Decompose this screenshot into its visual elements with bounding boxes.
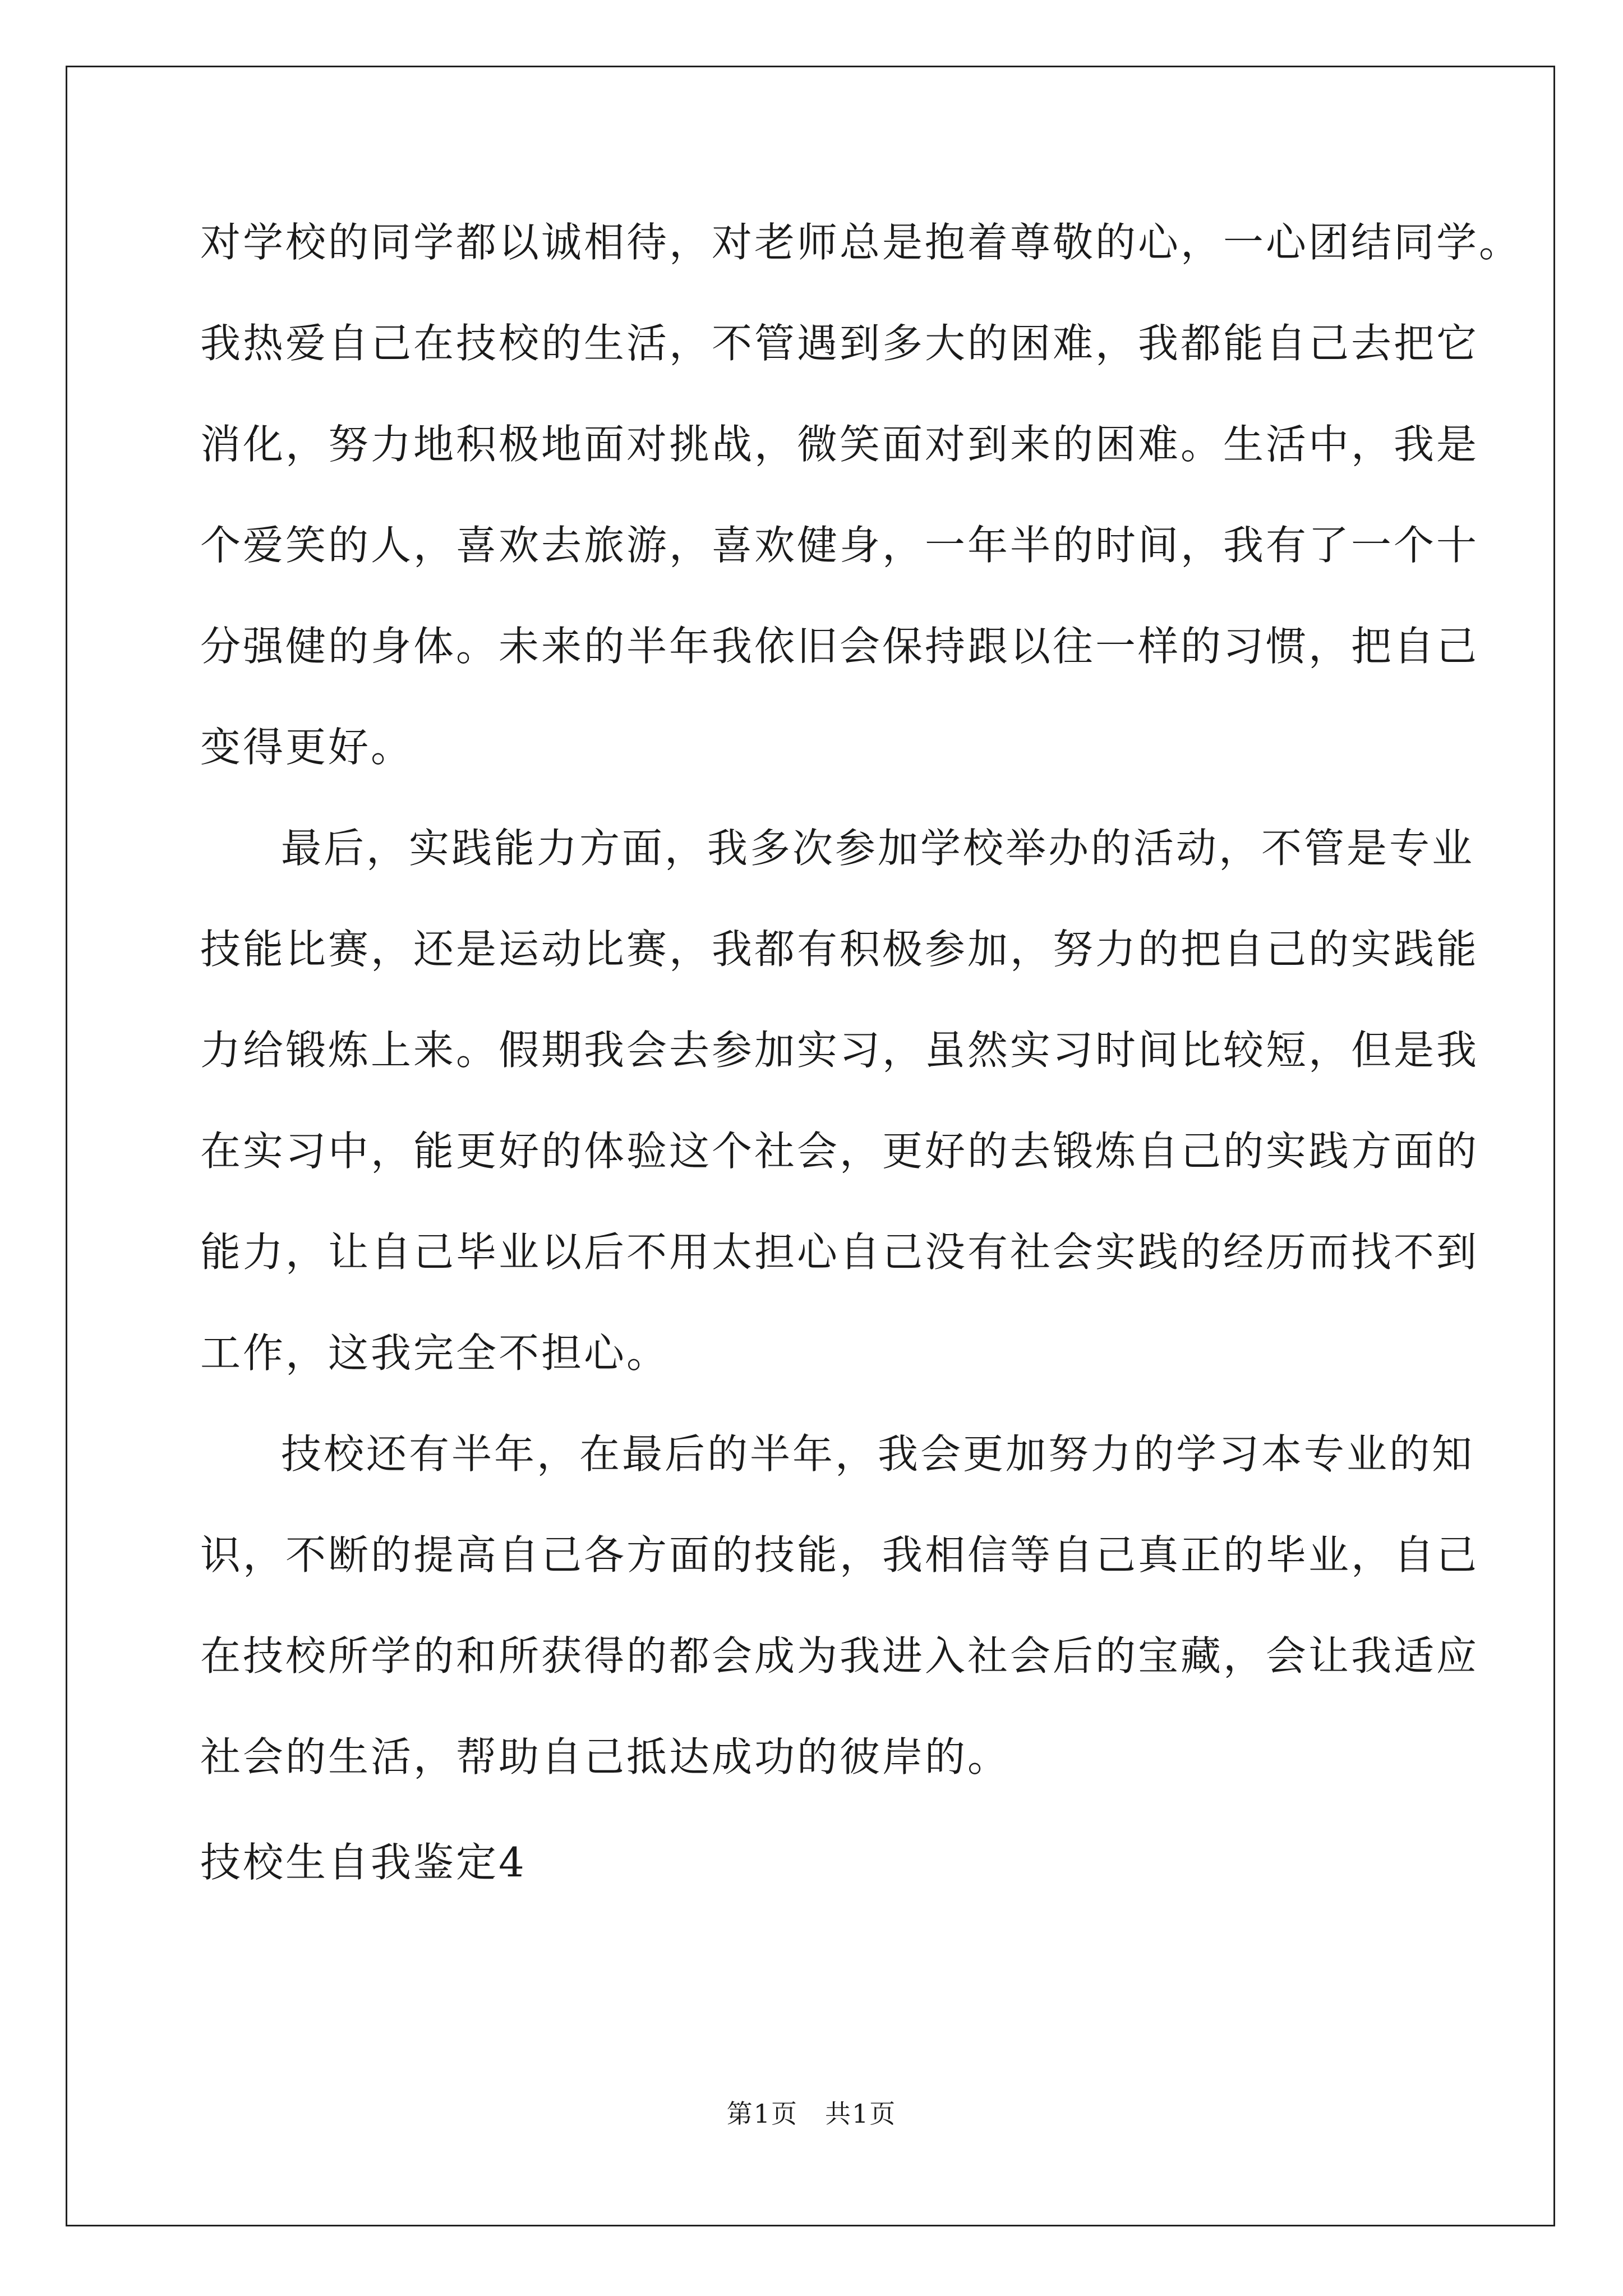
text-line: 我热爱自己在技校的生活，不管遇到多大的困难，我都能自己去把它: [200, 320, 1479, 367]
paragraph-3: [200, 1426, 1479, 1830]
text-line: 对学校的同学都以诚相待，对老师总是抱着尊敬的心，一心团结同学。: [200, 219, 1522, 266]
section-heading: 技校生自我鉴定4: [200, 1839, 527, 1886]
text-line: 工作，这我完全不担心。: [200, 1329, 670, 1377]
text-line: 最后，实践能力方面，我多次参加学校举办的活动，不管是专业: [281, 825, 1475, 872]
text-line: 能力，让自己毕业以后不用太担心自己没有社会实践的经历而找不到: [200, 1228, 1479, 1276]
text-line: 社会的生活，帮助自己抵达成功的彼岸的。: [200, 1733, 1011, 1780]
text-line: 技校还有半年，在最后的半年，我会更加努力的学习本专业的知: [281, 1430, 1475, 1478]
text-line: 技能比赛，还是运动比赛，我都有积极参加，努力的把自己的实践能: [200, 926, 1479, 973]
text-line: 力给锻炼上来。假期我会去参加实习，虽然实习时间比较短，但是我: [200, 1027, 1479, 1074]
page-footer: 第1页 共1页: [726, 2099, 897, 2129]
text-line: 在技校所学的和所获得的都会成为我进入社会后的宝藏，会让我适应: [200, 1632, 1479, 1680]
text-line: 识，不断的提高自己各方面的技能，我相信等自己真正的毕业，自己: [200, 1531, 1479, 1579]
text-line: 个爱笑的人，喜欢去旅游，喜欢健身，一年半的时间，我有了一个十: [200, 522, 1479, 569]
document-body: [200, 214, 1522, 1935]
text-line: 在实习中，能更好的体验这个社会，更好的去锻炼自己的实践方面的: [200, 1128, 1479, 1175]
paragraph-2: [200, 820, 1479, 1426]
text-line: 变得更好。: [200, 724, 414, 771]
text-line: 消化，努力地积极地面对挑战，微笑面对到来的困难。生活中，我是: [200, 421, 1479, 468]
paragraph-1: [200, 214, 1522, 820]
text-line: 分强健的身体。未来的半年我依旧会保持跟以往一样的习惯，把自己: [200, 623, 1479, 670]
